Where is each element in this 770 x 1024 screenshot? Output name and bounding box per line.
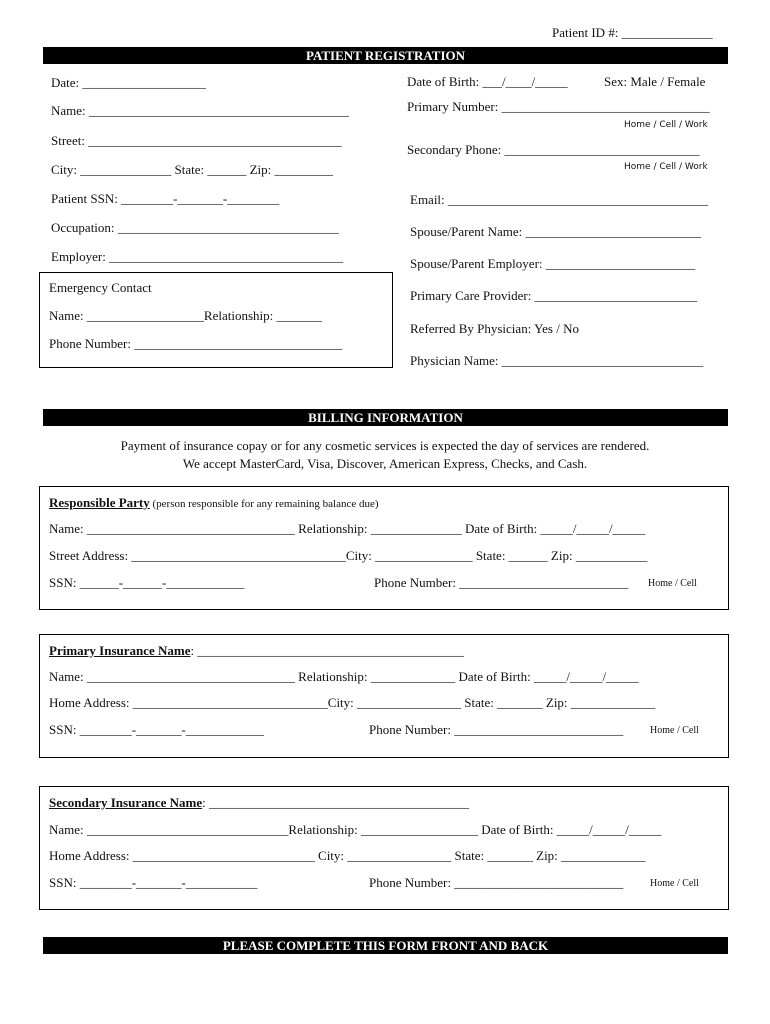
secondary-phone-field[interactable]: Secondary Phone: ______________________________ xyxy=(407,142,700,157)
primary-insured-name-line[interactable]: Name: ________________________________ Relationship: _____________ Date of Birth: _____/_____/_____ xyxy=(49,669,639,684)
responsible-name-line[interactable]: Name: ________________________________ Relationship: ______________ Date of Birth: _____/_____/_____ xyxy=(49,521,646,536)
primary-insurance-title: Primary Insurance Name xyxy=(49,643,191,658)
secondary-insured-ssn-field[interactable]: SSN: ________-_______-___________ xyxy=(49,875,258,890)
spouse-parent-employer-field[interactable]: Spouse/Parent Employer: _______________________ xyxy=(410,256,696,271)
date-field[interactable]: Date: ___________________ xyxy=(51,75,206,90)
employer-field[interactable]: Employer: ____________________________________ xyxy=(51,249,344,264)
sex-field[interactable]: Sex: Male / Female xyxy=(604,74,706,89)
physician-name-field[interactable]: Physician Name: _______________________________ xyxy=(410,353,704,368)
responsible-party-title: Responsible Party xyxy=(49,495,150,510)
responsible-phone-field[interactable]: Phone Number: __________________________ xyxy=(374,575,629,590)
responsible-ssn-field[interactable]: SSN: ______-______-____________ xyxy=(49,575,245,590)
billing-note-line-1: Payment of insurance copay or for any cosmetic services is expected the day of services are rendered. xyxy=(120,438,650,453)
primary-care-provider-field[interactable]: Primary Care Provider: _________________________ xyxy=(410,288,698,303)
responsible-address-line[interactable]: Street Address: _________________________________City: _______________ State: ______ Zip: ___________ xyxy=(49,548,648,563)
footer-notice: PLEASE COMPLETE THIS FORM FRONT AND BACK xyxy=(43,937,728,954)
city-state-zip-field[interactable]: City: ______________ State: ______ Zip: _________ xyxy=(51,162,334,177)
billing-note-line-2: We accept MasterCard, Visa, Discover, American Express, Checks, and Cash. xyxy=(182,456,588,471)
responsible-party-note: (person responsible for any remaining balance due) xyxy=(149,498,379,510)
section-title-patient-registration: PATIENT REGISTRATION xyxy=(43,47,728,64)
primary-insurance-box xyxy=(39,634,729,758)
secondary-insurance-box xyxy=(39,786,729,910)
referred-by-physician-field[interactable]: Referred By Physician: Yes / No xyxy=(410,321,579,336)
secondary-insured-name-line[interactable]: Name: _______________________________Relationship: __________________ Date of Birth: _____/_____/_____ xyxy=(49,822,662,837)
primary-number-field[interactable]: Primary Number: ________________________________ xyxy=(407,99,710,114)
patient-ssn-field[interactable]: Patient SSN: ________-_______-________ xyxy=(51,191,280,206)
patient-id-field[interactable]: Patient ID #: ______________ xyxy=(552,25,713,40)
name-field[interactable]: Name: ________________________________________ xyxy=(51,103,349,118)
responsible-party-box xyxy=(39,486,729,610)
spouse-parent-name-field[interactable]: Spouse/Parent Name: ___________________________ xyxy=(410,224,702,239)
responsible-phone-type[interactable]: Home / Cell xyxy=(648,578,697,589)
primary-insured-phone-type[interactable]: Home / Cell xyxy=(650,725,699,736)
primary-insured-phone-field[interactable]: Phone Number: __________________________ xyxy=(369,722,624,737)
emergency-phone-field[interactable]: Phone Number: ________________________________ xyxy=(49,336,343,351)
secondary-insurance-name-line[interactable]: : ________________________________________ xyxy=(202,795,469,810)
email-field[interactable]: Email: ________________________________________ xyxy=(410,192,708,207)
secondary-insurance-title: Secondary Insurance Name xyxy=(49,795,203,810)
primary-insured-address-line[interactable]: Home Address: ______________________________City: ________________ State: _______ Zip: _____________ xyxy=(49,695,656,710)
emergency-name-field[interactable]: Name: __________________Relationship: _______ xyxy=(49,308,322,323)
emergency-contact-box xyxy=(39,272,393,368)
primary-insurance-heading[interactable] xyxy=(49,643,464,658)
emergency-contact-title: Emergency Contact xyxy=(49,280,152,295)
occupation-field[interactable]: Occupation: __________________________________ xyxy=(51,220,339,235)
secondary-insured-phone-type[interactable]: Home / Cell xyxy=(650,878,699,889)
date-of-birth-field[interactable]: Date of Birth: ___/____/_____ xyxy=(407,74,568,89)
primary-number-type[interactable]: Home / Cell / Work xyxy=(624,120,708,130)
secondary-phone-type[interactable]: Home / Cell / Work xyxy=(624,162,708,172)
secondary-insured-phone-field[interactable]: Phone Number: __________________________ xyxy=(369,875,624,890)
primary-insurance-name-line[interactable]: : _________________________________________ xyxy=(190,643,464,658)
secondary-insurance-heading[interactable] xyxy=(49,795,469,810)
responsible-party-heading xyxy=(49,495,379,512)
secondary-insured-address-line[interactable]: Home Address: ____________________________ City: ________________ State: _______ Zip: _____________ xyxy=(49,848,646,863)
primary-insured-ssn-field[interactable]: SSN: ________-_______-____________ xyxy=(49,722,264,737)
section-title-billing-information: BILLING INFORMATION xyxy=(43,409,728,426)
street-field[interactable]: Street: _______________________________________ xyxy=(51,133,342,148)
